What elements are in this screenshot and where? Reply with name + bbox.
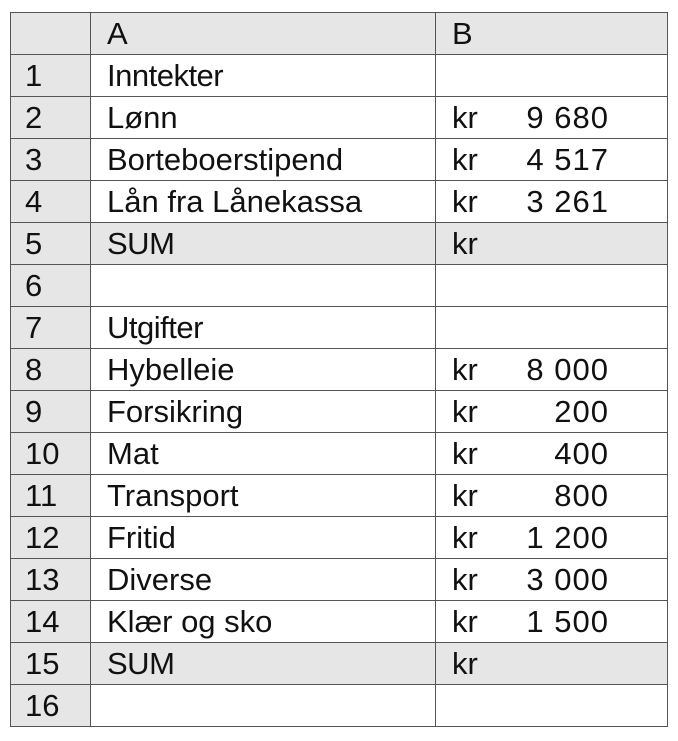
amount-value: 8 000 — [526, 352, 609, 387]
row-header[interactable]: 3 — [11, 139, 91, 181]
cell-b13[interactable] — [436, 559, 668, 601]
currency-label: kr — [452, 394, 478, 429]
cell-b9[interactable] — [436, 391, 668, 433]
sheet-row — [11, 391, 668, 433]
cell-a6[interactable] — [91, 265, 436, 307]
sheet-row — [11, 475, 668, 517]
sheet-row — [11, 307, 668, 349]
amount-value: 1 200 — [526, 520, 609, 555]
cell-b6[interactable] — [436, 265, 668, 307]
sheet-row — [11, 265, 668, 307]
row-header[interactable]: 2 — [11, 97, 91, 139]
cell-a12[interactable]: Fritid — [91, 517, 436, 559]
cell-b16[interactable] — [436, 685, 668, 727]
row-header[interactable]: 12 — [11, 517, 91, 559]
amount-value: 3 000 — [526, 562, 609, 597]
currency-label: kr — [452, 562, 478, 597]
currency-label: kr — [452, 352, 478, 387]
column-header-b[interactable]: B — [436, 13, 668, 55]
cell-b4[interactable] — [436, 181, 668, 223]
amount-value: 9 680 — [526, 100, 609, 135]
cell-b2[interactable] — [436, 97, 668, 139]
row-header[interactable]: 13 — [11, 559, 91, 601]
column-header-row — [11, 13, 668, 55]
sheet-row — [11, 433, 668, 475]
currency-label: kr — [452, 100, 478, 135]
row-header[interactable]: 7 — [11, 307, 91, 349]
row-header[interactable]: 5 — [11, 223, 91, 265]
sheet-row — [11, 97, 668, 139]
cell-a13[interactable]: Diverse — [91, 559, 436, 601]
currency-label: kr — [452, 478, 478, 513]
sheet-row — [11, 559, 668, 601]
row-header[interactable]: 6 — [11, 265, 91, 307]
cell-a8[interactable]: Hybelleie — [91, 349, 436, 391]
currency-label: kr — [452, 520, 478, 555]
sum-row — [11, 223, 668, 265]
sheet-row — [11, 55, 668, 97]
column-header-a[interactable]: A — [91, 13, 436, 55]
row-header[interactable]: 16 — [11, 685, 91, 727]
row-header[interactable]: 9 — [11, 391, 91, 433]
sheet-row — [11, 139, 668, 181]
row-header[interactable]: 4 — [11, 181, 91, 223]
row-header[interactable]: 8 — [11, 349, 91, 391]
row-header[interactable]: 1 — [11, 55, 91, 97]
select-all-corner[interactable] — [11, 13, 91, 55]
row-header[interactable]: 15 — [11, 643, 91, 685]
cell-b1[interactable] — [436, 55, 668, 97]
row-header[interactable]: 10 — [11, 433, 91, 475]
cell-b8[interactable] — [436, 349, 668, 391]
sheet-row — [11, 181, 668, 223]
row-header[interactable]: 14 — [11, 601, 91, 643]
cell-b12[interactable] — [436, 517, 668, 559]
cell-a15[interactable]: SUM — [91, 643, 436, 685]
amount-value: 4 517 — [526, 142, 609, 177]
cell-a1[interactable]: Inntekter — [91, 55, 436, 97]
cell-b3[interactable] — [436, 139, 668, 181]
cell-a14[interactable]: Klær og sko — [91, 601, 436, 643]
cell-b10[interactable] — [436, 433, 668, 475]
cell-b5[interactable] — [436, 223, 668, 265]
cell-b15[interactable] — [436, 643, 668, 685]
amount-value: 200 — [554, 394, 609, 429]
currency-label: kr — [452, 604, 478, 639]
cell-a10[interactable]: Mat — [91, 433, 436, 475]
cell-a4[interactable]: Lån fra Lånekassa — [91, 181, 436, 223]
amount-value: 3 261 — [526, 184, 609, 219]
sheet-row — [11, 685, 668, 727]
sheet-row — [11, 517, 668, 559]
currency-label: kr — [452, 646, 478, 681]
currency-label: kr — [452, 184, 478, 219]
cell-a9[interactable]: Forsikring — [91, 391, 436, 433]
spreadsheet-grid — [10, 12, 668, 727]
cell-b14[interactable] — [436, 601, 668, 643]
cell-a2[interactable]: Lønn — [91, 97, 436, 139]
sheet-row — [11, 601, 668, 643]
currency-label: kr — [452, 142, 478, 177]
cell-a3[interactable]: Borteboerstipend — [91, 139, 436, 181]
currency-label: kr — [452, 226, 478, 261]
cell-b7[interactable] — [436, 307, 668, 349]
amount-value: 800 — [554, 478, 609, 513]
currency-label: kr — [452, 436, 478, 471]
amount-value: 1 500 — [526, 604, 609, 639]
cell-b11[interactable] — [436, 475, 668, 517]
sum-row — [11, 643, 668, 685]
sheet-row — [11, 349, 668, 391]
amount-value: 400 — [554, 436, 609, 471]
cell-a7[interactable]: Utgifter — [91, 307, 436, 349]
cell-a5[interactable]: SUM — [91, 223, 436, 265]
cell-a11[interactable]: Transport — [91, 475, 436, 517]
cell-a16[interactable] — [91, 685, 436, 727]
row-header[interactable]: 11 — [11, 475, 91, 517]
